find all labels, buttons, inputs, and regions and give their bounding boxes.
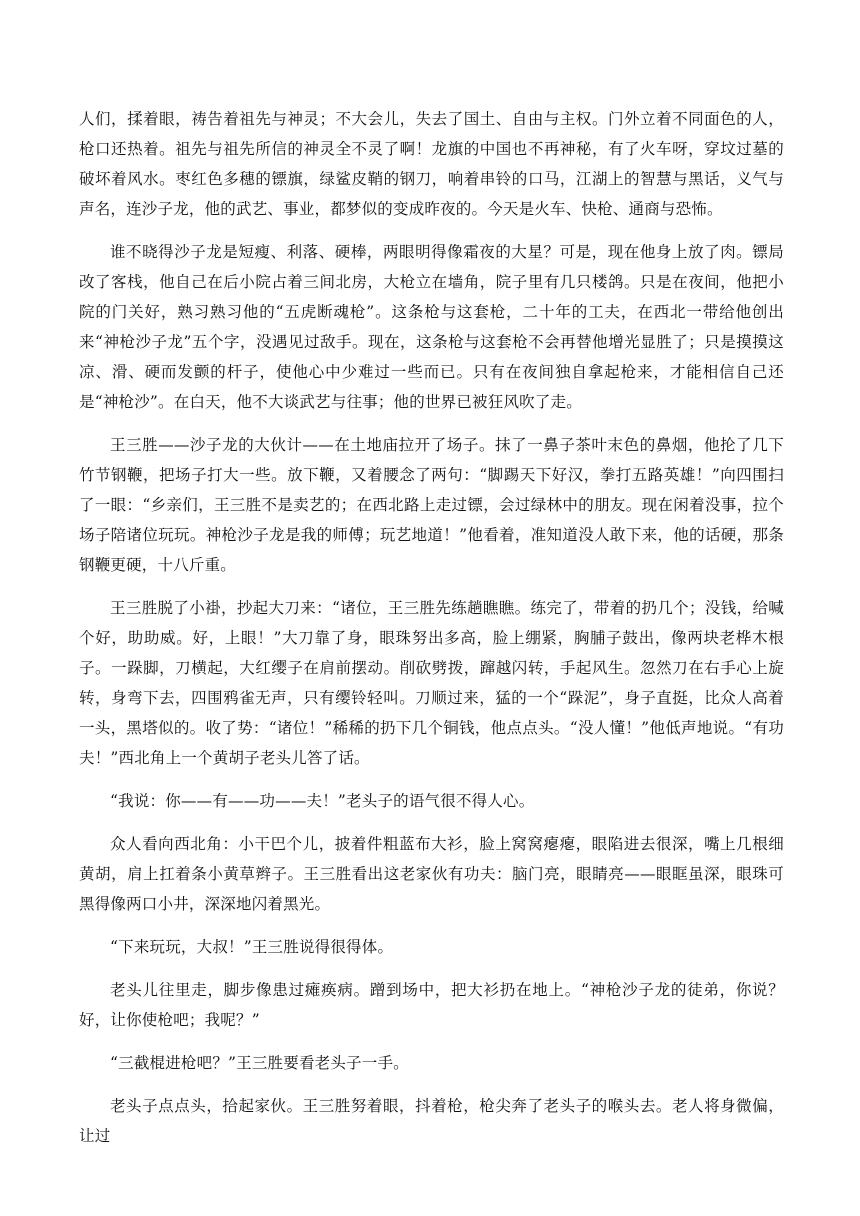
paragraph: 众人看向西北角：小干巴个儿，披着件粗蓝布大衫，脸上窝窝瘪瘪，眼陷进去很深，嘴上几根细黄胡，肩上扛着条小黄草辫子。王三胜看出这老家伙有功夫：脑门亮，眼睛亮——眼眶虽深，眼珠可黑得像两口小井，深深地闪着黑光。 [79,835,784,913]
paragraph: 谁不晓得沙子龙是短瘦、利落、硬棒，两眼明得像霜夜的大星？可是，现在他身上放了肉。镖局改了客栈，他自己在后小院占着三间北房，大枪立在墙角，院子里有几只楼鸽。只是在夜间，他把小院的门关好，熟习熟习他的“五虎断魂枪”。这条枪与这套枪，二十年的工夫，在西北一带给他创出来“神枪沙子龙”五个字，没遇见过敌手。现在，这条枪与这套枪不会再替他增光显胜了；只是摸摸这凉、滑、硬而发颤的杆子，使他心中少难过一些而已。只有在夜间独自拿起枪来，才能相信自己还是“神枪沙”。在白天，他不大谈武艺与往事；他的世界已被狂风吹了走。 [79,243,784,411]
paragraph: 人们，揉着眼，祷告着祖先与神灵；不大会儿，失去了国土、自由与主权。门外立着不同面色的人，枪口还热着。祖先与祖先所信的神灵全不灵了啊！龙旗的中国也不再神秘，有了火车呀，穿坟过墓的破坏着风水。枣红色多穗的镖旗，绿鲨皮鞘的钢刀，响着串铃的口马，江湖上的智慧与黑话，义气与声名，连沙子龙，他的武艺、事业，都梦似的变成昨夜的。今天是火车、快枪、通商与恐怖。 [79,110,784,218]
paragraph: “三截棍进枪吧？”王三胜要看老头子一手。 [110,1054,409,1072]
paragraph: 老头子点点头，拾起家伙。王三胜努着眼，抖着枪，枪尖奔了老头子的喉头去。老人将身微偏，让过 [79,1097,784,1145]
paragraph: “下来玩玩，大叔！”王三胜说得很得体。 [110,938,394,956]
paragraph: 老头儿往里走，脚步像患过瘫痪病。蹭到场中，把大衫扔在地上。“神枪沙子龙的徒弟，你说？好，让你使枪吧；我呢？” [79,981,784,1029]
paragraph: 王三胜——沙子龙的大伙计——在土地庙拉开了场子。抹了一鼻子茶叶末色的鼻烟，他抡了几下竹节钢鞭，把场子打大一些。放下鞭，又着腰念了两句：“脚踢天下好汉，拳打五路英雄！”向四围扫了一眼：“乡亲们，王三胜不是卖艺的；在西北路上走过镖，会过绿林中的朋友。现在闲着没事，拉个场子陪诸位玩玩。神枪沙子龙是我的师傅；玩艺地道！”他看着，准知道没人敢下来，他的话硬，那条钢鞭更硬，十八斤重。 [79,436,784,574]
paragraph: “我说：你——有——功——夫！”老头子的语气很不得人心。 [110,792,535,810]
document-body [79,104,784,1164]
paragraph: 王三胜脱了小褂，抄起大刀来：“诸位，王三胜先练趟瞧瞧。练完了，带着的扔几个；没钱，给喊个好，助助威。好，上眼！”大刀靠了身，眼珠努出多高，脸上绷紧，胸脯子鼓出，像两块老桦木根子。一跺脚，刀横起，大红缨子在肩前摆动。削砍劈拨，蹿越闪转，手起风生。忽然刀在右手心上旋转，身弯下去，四围鸦雀无声，只有缨铃轻叫。刀顺过来，猛的一个“跺泥”，身子直挺，比众人高着一头，黑塔似的。收了势：“诸位！”稀稀的扔下几个铜钱，他点点头。“没人懂！”他低声地说。“有功夫！”西北角上一个黄胡子老头儿答了话。 [79,599,784,767]
